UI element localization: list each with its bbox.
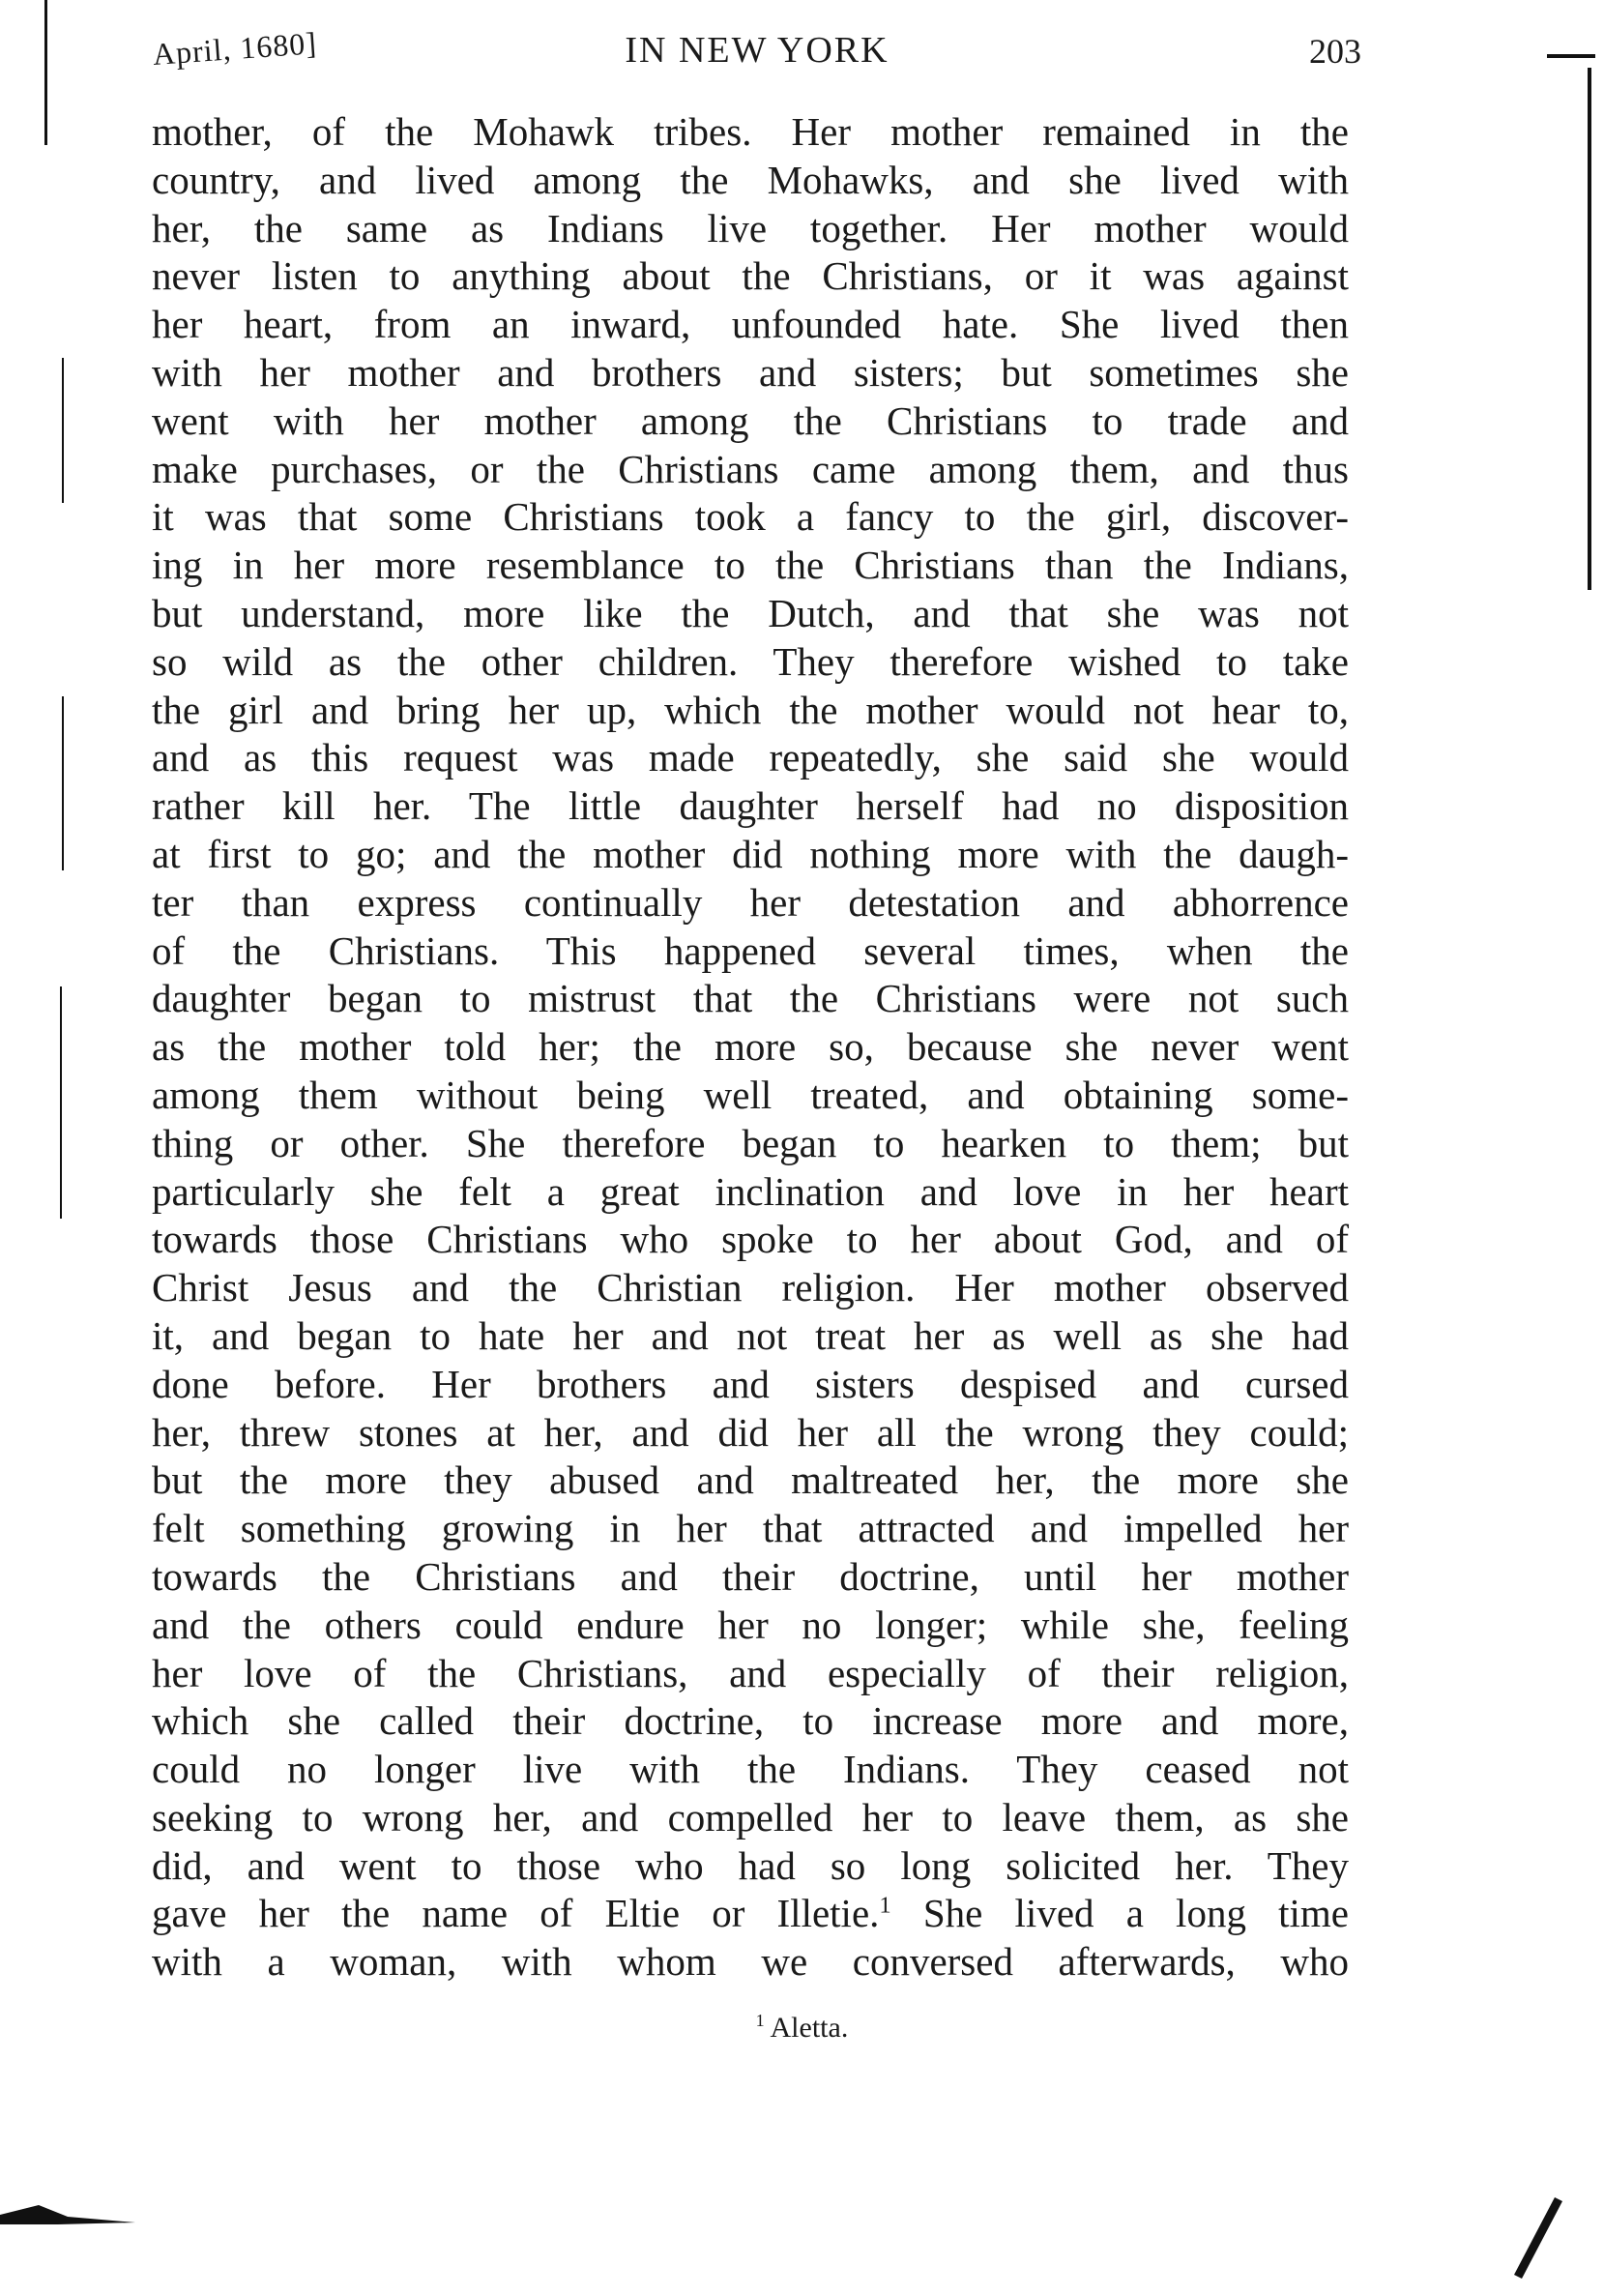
- text-line: her, the same as Indians live together. Her mother would: [152, 205, 1349, 250]
- left-margin-rule: [62, 358, 64, 503]
- text-line: her, threw stones at her, and did her all the wrong they could;: [152, 1409, 1349, 1455]
- text-line: at first to go; and the mother did nothing more with the daugh-: [152, 831, 1349, 876]
- text-line: daughter began to mistrust that the Christians were not such: [152, 976, 1349, 1021]
- text-line: seeking to wrong her, and compelled her to leave them, as she: [152, 1794, 1349, 1840]
- text-line: Christ Jesus and the Christian religion. Her mother observed: [152, 1265, 1349, 1310]
- header-title: IN NEW YORK: [625, 30, 889, 71]
- text-line: but the more they abused and maltreated her, the more she: [152, 1457, 1349, 1503]
- text-line: with a woman, with whom we conversed afterwards, who: [152, 1939, 1349, 1985]
- bottom-left-scan-artifact: [0, 2195, 135, 2234]
- text-line: her heart, from an inward, unfounded hate. She lived then: [152, 302, 1349, 347]
- footnote-reference: 1: [879, 1892, 891, 1919]
- footnote: [0, 2012, 1604, 2045]
- text-line: among them without being well treated, and obtaining some-: [152, 1072, 1349, 1117]
- text-line: of the Christians. This happened several times, when the: [152, 927, 1349, 973]
- text-line: with her mother and brothers and sisters; but sometimes she: [152, 349, 1349, 395]
- page-number: 203: [1309, 32, 1361, 71]
- text-line: country, and lived among the Mohawks, and she lived with: [152, 157, 1349, 202]
- text-line: particularly she felt a great inclination and love in her heart: [152, 1168, 1349, 1214]
- text-line: as the mother told her; the more so, because she never went: [152, 1024, 1349, 1070]
- left-margin-rule: [44, 0, 47, 145]
- text-line: did, and went to those who had so long solicited her. They: [152, 1842, 1349, 1888]
- text-line: which she called their doctrine, to increase more and more,: [152, 1698, 1349, 1744]
- text-line: make purchases, or the Christians came among them, and thus: [152, 446, 1349, 491]
- text-line: mother, of the Mohawk tribes. Her mother remained in the: [152, 109, 1349, 154]
- text-line: towards the Christians and their doctrine, until her mother: [152, 1553, 1349, 1599]
- right-margin-rule: [1588, 68, 1591, 590]
- bottom-right-scan-artifact: [1508, 2195, 1566, 2282]
- text-line: so wild as the other children. They therefore wished to take: [152, 638, 1349, 684]
- text-line: rather kill her. The little daughter herself had no disposition: [152, 783, 1349, 829]
- text-line: never listen to anything about the Christians, or it was against: [152, 253, 1349, 299]
- text-line: towards those Christians who spoke to her about God, and of: [152, 1217, 1349, 1262]
- text-line: and as this request was made repeatedly, she said she would: [152, 735, 1349, 780]
- text-line-with-footnote-ref: [152, 1890, 1349, 1938]
- left-margin-rule: [62, 696, 64, 870]
- text-segment: She lived a long time: [890, 1891, 1349, 1936]
- text-line: could no longer live with the Indians. They ceased not: [152, 1747, 1349, 1792]
- text-line: and the others could endure her no longer; while she, feeling: [152, 1602, 1349, 1647]
- right-margin-rule: [1547, 54, 1595, 58]
- text-line: it was that some Christians took a fancy to the girl, discover-: [152, 494, 1349, 540]
- text-line: thing or other. She therefore began to hearken to them; but: [152, 1120, 1349, 1165]
- footnote-text: Aletta.: [770, 2012, 849, 2044]
- text-line: but understand, more like the Dutch, and that she was not: [152, 590, 1349, 635]
- footnote-marker: 1: [755, 2011, 765, 2030]
- body-text: [152, 108, 1349, 1987]
- text-line: it, and began to hate her and not treat her as well as she had: [152, 1312, 1349, 1358]
- text-line: felt something growing in her that attracted and impelled her: [152, 1506, 1349, 1551]
- text-segment: gave her the name of Eltie or Illetie.: [152, 1891, 880, 1936]
- text-line: ter than express continually her detestation and abhorrence: [152, 879, 1349, 925]
- text-line: went with her mother among the Christians to trade and: [152, 397, 1349, 443]
- scan-stroke-shape: [1514, 2197, 1562, 2279]
- text-line: ing in her more resemblance to the Christians than the Indians,: [152, 543, 1349, 588]
- text-line: done before. Her brothers and sisters despised and cursed: [152, 1361, 1349, 1406]
- header-date: April, 1680]: [151, 25, 319, 72]
- left-margin-rule: [60, 986, 62, 1219]
- running-header: [151, 25, 1361, 87]
- text-line: her love of the Christians, and especially of their religion,: [152, 1650, 1349, 1695]
- scan-smudge-shape: [0, 2205, 135, 2224]
- text-line: the girl and bring her up, which the mother would not hear to,: [152, 687, 1349, 732]
